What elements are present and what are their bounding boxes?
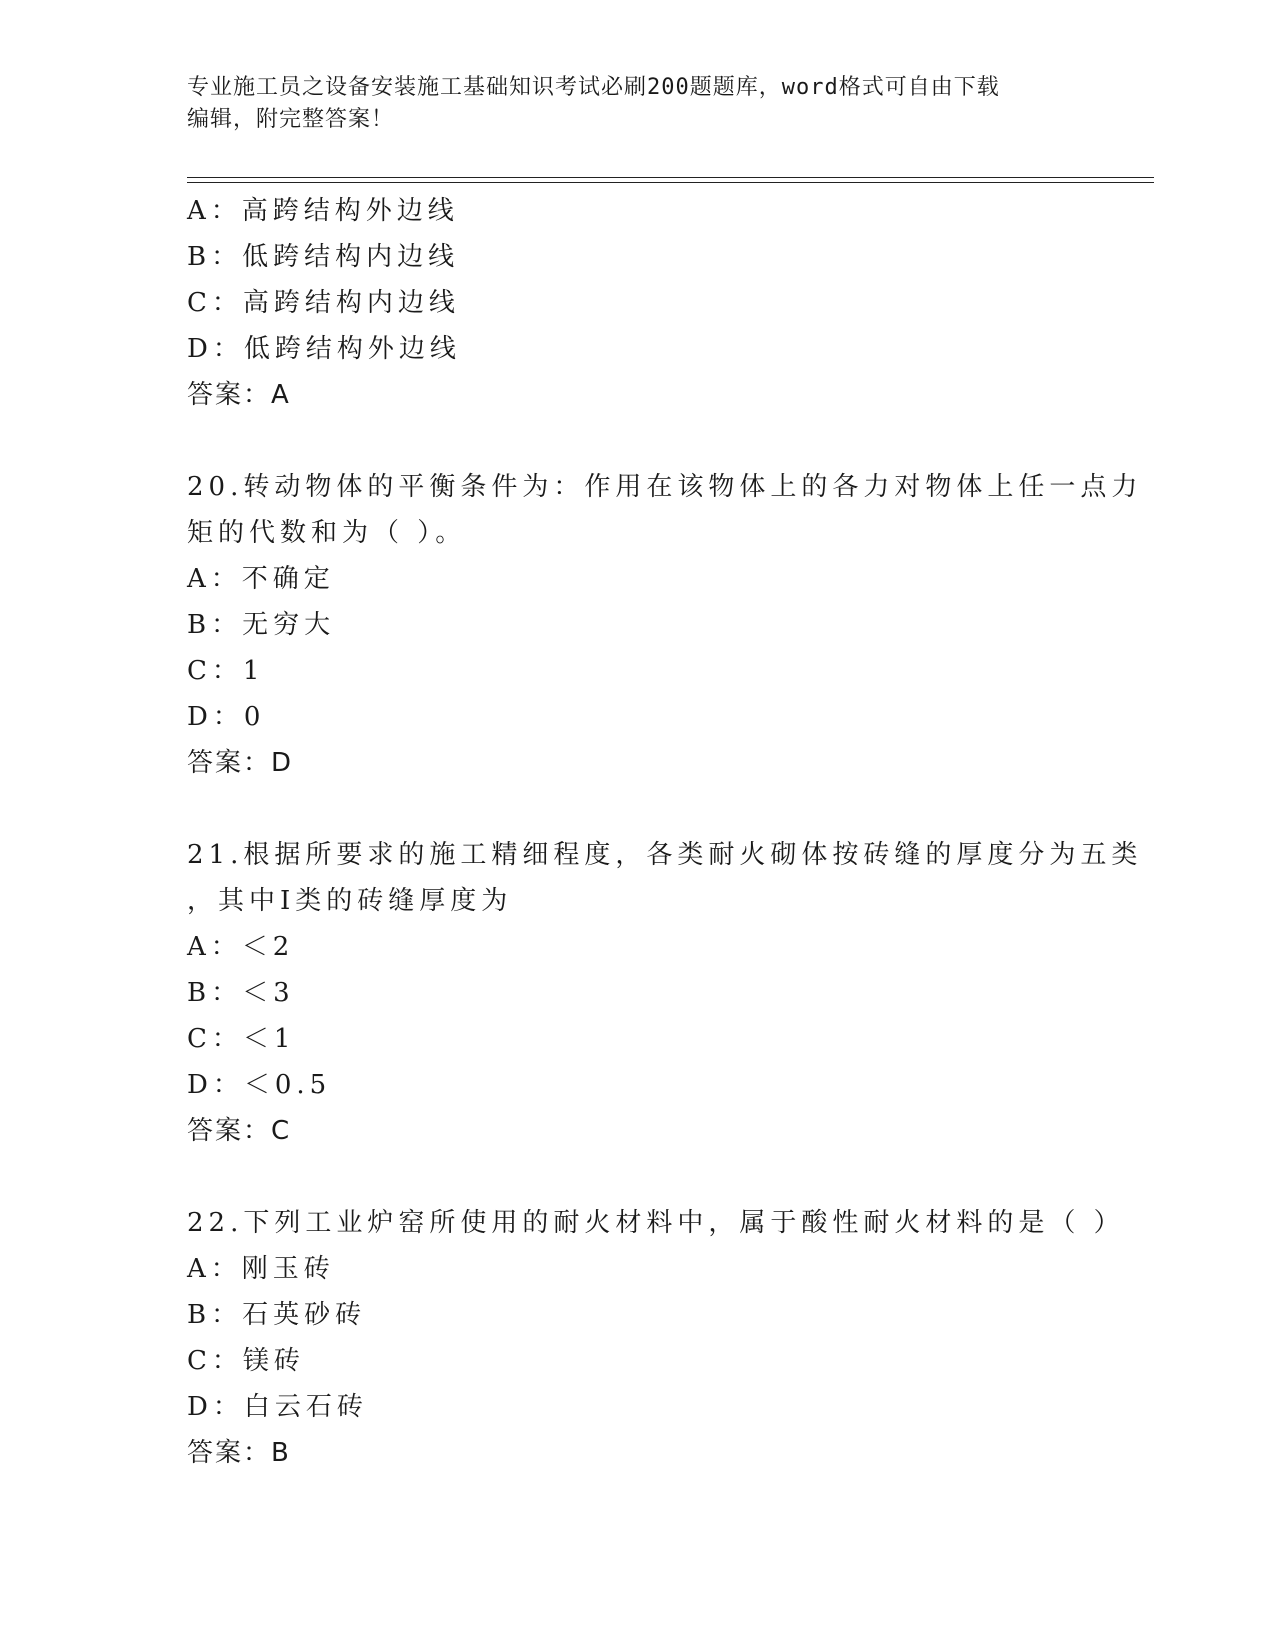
header-title-line-2: 编辑，附完整答案！ xyxy=(187,107,395,132)
option-b: B：石英砂砖 xyxy=(187,1300,367,1330)
option-c: C：镁砖 xyxy=(187,1346,305,1376)
header-divider-top xyxy=(187,177,1154,178)
question-spacer xyxy=(187,786,1087,832)
answer-line: 答案：A xyxy=(187,380,291,410)
question-text-line-2: ，其中Ⅰ类的砖缝厚度为 xyxy=(187,886,513,916)
header-title-line-1: 专业施工员之设备安装施工基础知识考试必刷200题题库，word格式可自由下载 xyxy=(187,75,1000,100)
option-c: C：1 xyxy=(187,656,265,686)
option-b: B：无穷大 xyxy=(187,610,336,640)
answer-line: 答案：B xyxy=(187,1438,291,1468)
question-text-line-2: 矩的代数和为（ ）。 xyxy=(187,518,467,548)
option-d: D：＜0.5 xyxy=(187,1070,332,1100)
option-c: C：＜1 xyxy=(187,1024,296,1054)
question-text-line-1: 20.转动物体的平衡条件为：作用在该物体上的各力对物体上任一点力 xyxy=(187,472,1143,502)
option-d: D：低跨结构外边线 xyxy=(187,334,461,364)
question-20 xyxy=(187,464,1143,786)
answer-line: 答案：D xyxy=(187,748,294,778)
question-21 xyxy=(187,832,1143,1154)
question-19 xyxy=(187,188,1087,418)
question-content xyxy=(187,188,1143,1476)
option-a: A：不确定 xyxy=(187,564,335,594)
option-d: D：白云石砖 xyxy=(187,1392,368,1422)
question-text-line-1: 21.根据所要求的施工精细程度，各类耐火砌体按砖缝的厚度分为五类 xyxy=(187,840,1143,870)
option-a: A：刚玉砖 xyxy=(187,1254,335,1284)
question-spacer xyxy=(187,418,1087,464)
question-22 xyxy=(187,1200,1125,1476)
document-header xyxy=(187,72,1087,136)
answer-line: 答案：C xyxy=(187,1116,292,1146)
option-b: B：低跨结构内边线 xyxy=(187,242,460,272)
option-a: A：高跨结构外边线 xyxy=(187,196,459,226)
question-text-line-1: 22.下列工业炉窑所使用的耐火材料中，属于酸性耐火材料的是（ ） xyxy=(187,1208,1125,1238)
option-a: A：＜2 xyxy=(187,932,295,962)
option-b: B：＜3 xyxy=(187,978,295,1008)
header-divider-bottom xyxy=(187,182,1154,183)
option-c: C：高跨结构内边线 xyxy=(187,288,460,318)
option-d: D：0 xyxy=(187,702,266,732)
question-spacer xyxy=(187,1154,1087,1200)
